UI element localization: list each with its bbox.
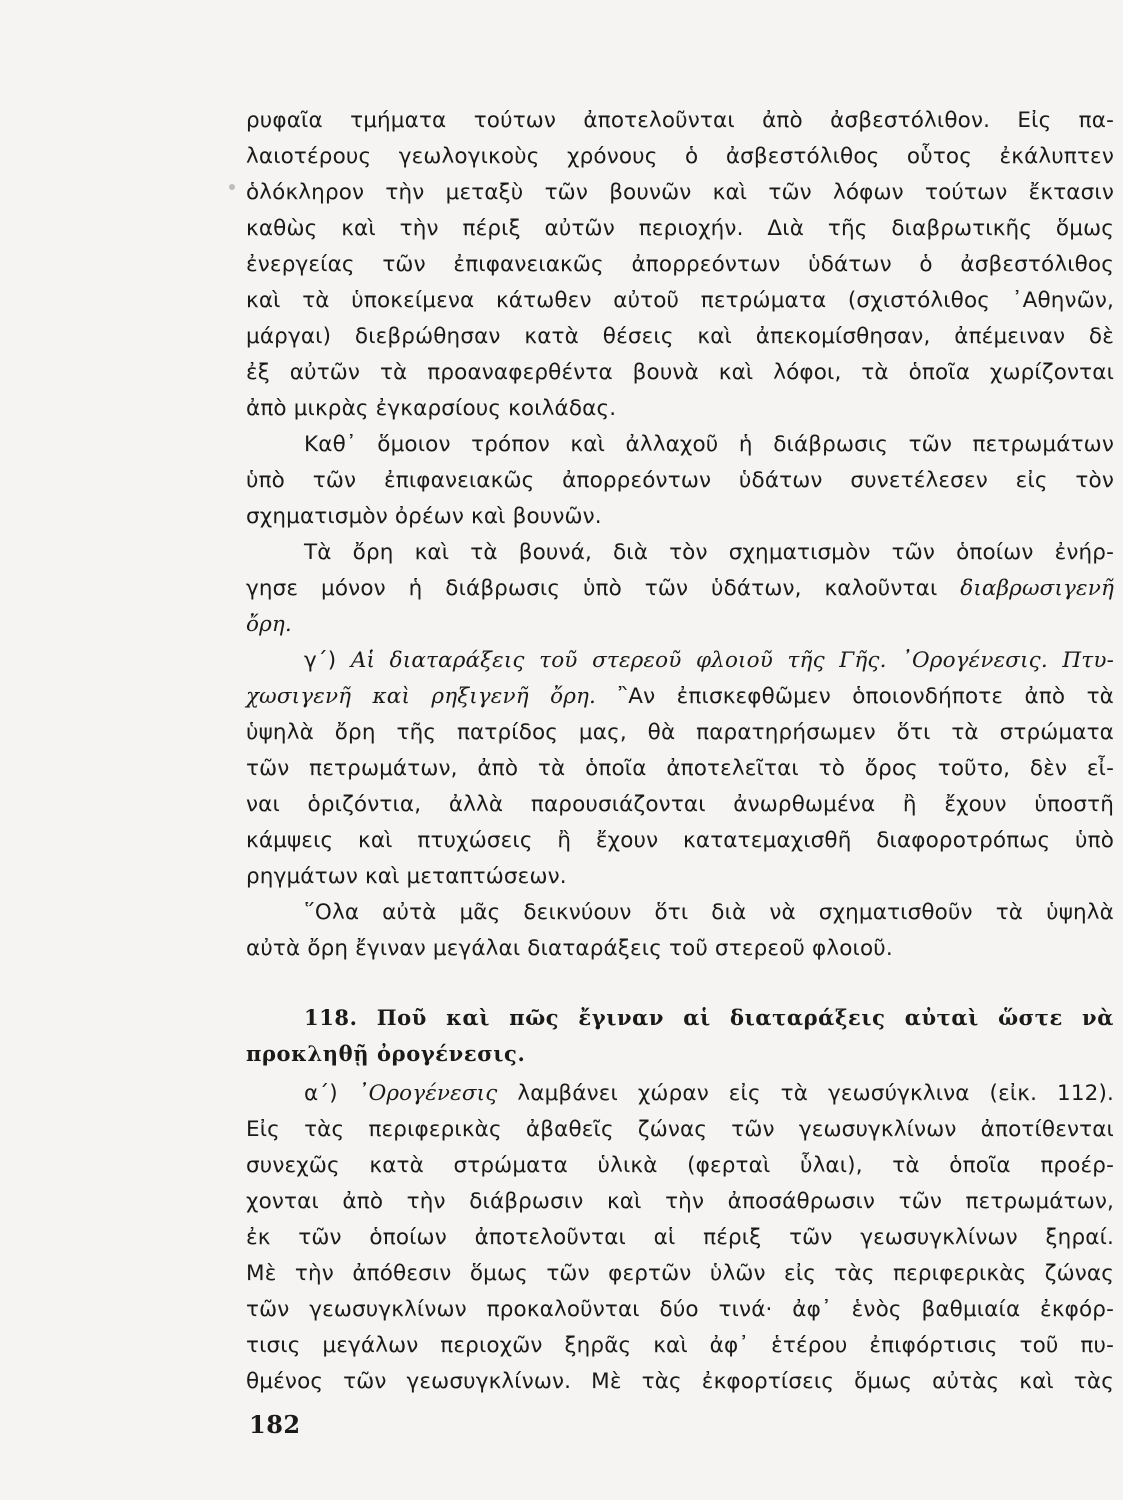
section-marker: γ΄)	[304, 648, 337, 673]
text-line: ὑπὸ τῶν ἐπιφανειακῶς ἀπορρεόντων ὑδάτων συνετέλεσεν εἰς τὸν	[246, 468, 1114, 493]
text-line: τῶν γεωσυγκλίνων προκαλοῦνται δύο τινά· ἀφ᾿ ἑνὸς βαθμιαία ἐκφόρ-	[246, 1297, 1114, 1322]
text-line: τῶν πετρωμάτων, ἀπὸ τὰ ὁποῖα ἀποτελεῖται τὸ ὄρος τοῦτο, δὲν εἶ-	[246, 756, 1114, 781]
text-line: ἀπὸ μικρὰς ἐγκαρσίους κοιλάδας.	[246, 396, 617, 421]
ink-speck	[229, 184, 235, 190]
text-line: ὁλόκληρον τὴν μεταξὺ τῶν βουνῶν καὶ τῶν λόφων τούτων ἔκτασιν	[246, 180, 1114, 205]
text-line	[246, 679, 1114, 715]
text-line: ὑψηλὰ ὄρη τῆς πατρίδος μας, θὰ παρατηρήσωμεν ὅτι τὰ στρώματα	[246, 720, 1114, 745]
text-line: ῞Ολα αὐτὰ μᾶς δεικνύουν ὅτι διὰ νὰ σχηματισθοῦν τὰ ὑψηλὰ	[304, 900, 1114, 925]
section-title-continued: χωσιγενῆ καὶ ρηξιγενῆ ὄρη.	[246, 684, 597, 709]
page-number: 182	[249, 1410, 301, 1439]
text-line: ρυφαῖα τμήματα τούτων ἀποτελοῦνται ἀπὸ ἀσβεστόλιθον. Εἰς πα-	[246, 108, 1114, 133]
text-line: ἐξ αὐτῶν τὰ προαναφερθέντα βουνὰ καὶ λόφοι, τὰ ὁποῖα χωρίζονται	[246, 360, 1114, 385]
text-line: μάργαι) διεβρώθησαν κατὰ θέσεις καὶ ἀπεκομίσθησαν, ἀπέμειναν δὲ	[246, 324, 1114, 349]
text-line: λαιοτέρους γεωλογικοὺς χρόνους ὁ ἀσβεστόλιθος οὗτος ἐκάλυπτεν	[246, 144, 1114, 169]
text-run: λαμβάνει χώραν εἰς τὰ γεωσύγκλινα (εἰκ. 112).	[517, 1081, 1115, 1106]
text-line: Τὰ ὄρη καὶ τὰ βουνά, διὰ τὸν σχηματισμὸν τῶν ὁποίων ἐνήρ-	[304, 540, 1114, 565]
section-marker: α΄)	[304, 1081, 338, 1106]
section-heading-line	[304, 643, 1114, 679]
text-line	[246, 571, 1114, 607]
section-title: Αἱ διαταράξεις τοῦ στερεοῦ φλοιοῦ τῆς Γῆς. ᾿Ορογένεσις. Πτυ-	[350, 648, 1114, 673]
text-line: θμένος τῶν γεωσυγκλίνων. Μὲ τὰς ἐκφορτίσεις ὅμως αὐτὰς καὶ τὰς	[246, 1369, 1114, 1394]
question-heading-continued: προκληθῇ ὀρογένεσις.	[246, 1041, 526, 1066]
text-line: χονται ἀπὸ τὴν διάβρωσιν καὶ τὴν ἀποσάθρωσιν τῶν πετρωμάτων,	[246, 1189, 1114, 1214]
text-line: ρηγμάτων καὶ μεταπτώσεων.	[246, 864, 567, 889]
text-line: ἐνεργείας τῶν ἐπιφανειακῶς ἀπορρεόντων ὑδάτων ὁ ἀσβεστόλιθος	[246, 252, 1114, 277]
text-line: καὶ τὰ ὑποκείμενα κάτωθεν αὐτοῦ πετρώματα (σχιστόλιθος ᾿Αθηνῶν,	[246, 288, 1114, 313]
text-line: σχηματισμὸν ὀρέων καὶ βουνῶν.	[246, 504, 602, 529]
italic-term: ᾿Ορογένεσις	[357, 1081, 498, 1106]
text-line: Μὲ τὴν ἀπόθεσιν ὅμως τῶν φερτῶν ὑλῶν εἰς τὰς περιφερικὰς ζώνας	[246, 1261, 1114, 1286]
text-line: Καθ᾿ ὅμοιον τρόπον καὶ ἀλλαχοῦ ἡ διάβρωσις τῶν πετρωμάτων	[304, 432, 1114, 457]
text-run: ῍Αν ἐπισκεφθῶμεν ὁποιονδήποτε ἀπὸ τὰ	[617, 684, 1115, 709]
text-line: συνεχῶς κατὰ στρώματα ὑλικὰ (φερταὶ ὗλαι), τὰ ὁποῖα προέρ-	[246, 1153, 1114, 1178]
text-line: κάμψεις καὶ πτυχώσεις ἢ ἔχουν κατατεμαχισθῆ διαφοροτρόπως ὑπὸ	[246, 828, 1114, 853]
text-line: καθὼς καὶ τὴν πέριξ αὐτῶν περιοχήν. Διὰ τῆς διαβρωτικῆς ὅμως	[246, 216, 1114, 241]
text-line: Εἰς τὰς περιφερικὰς ἀβαθεῖς ζώνας τῶν γεωσυγκλίνων ἀποτίθενται	[246, 1117, 1114, 1142]
italic-term: διαβρωσιγενῆ	[960, 576, 1114, 601]
text-line: ἐκ τῶν ὁποίων ἀποτελοῦνται αἱ πέριξ τῶν γεωσυγκλίνων ξηραί.	[246, 1225, 1114, 1250]
text-run: γησε μόνον ἡ διάβρωσις ὑπὸ τῶν ὑδάτων, καλοῦνται	[246, 576, 938, 601]
text-line	[304, 1076, 1114, 1112]
text-line: αὐτὰ ὄρη ἔγιναν μεγάλαι διαταράξεις τοῦ στερεοῦ φλοιοῦ.	[246, 936, 893, 961]
text-line: τισις μεγάλων περιοχῶν ξηρᾶς καὶ ἀφ᾿ ἑτέρου ἐπιφόρτισις τοῦ πυ-	[246, 1333, 1114, 1358]
text-line: ναι ὁριζόντια, ἀλλὰ παρουσιάζονται ἀνωρθωμένα ἢ ἔχουν ὑποστῆ	[246, 792, 1114, 817]
italic-term: ὄρη.	[246, 612, 292, 637]
question-heading: 118. Ποῦ καὶ πῶς ἔγιναν αἱ διαταράξεις αὐταὶ ὥστε νὰ	[304, 1005, 1114, 1030]
